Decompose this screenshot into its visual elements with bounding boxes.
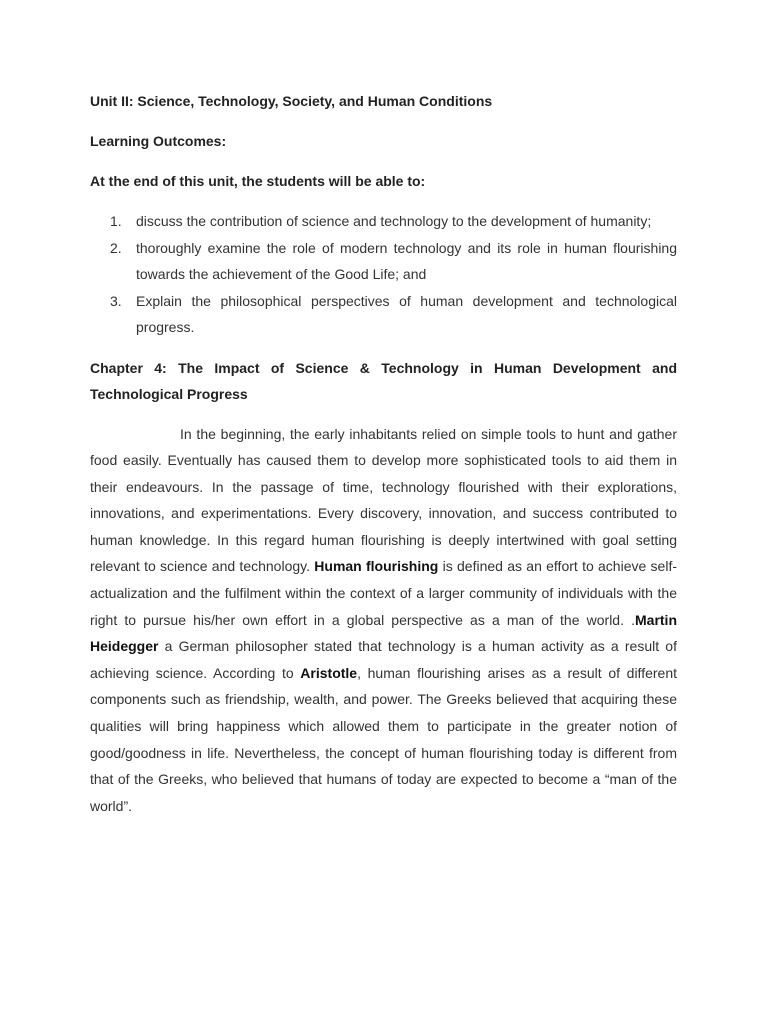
list-item <box>90 288 677 341</box>
name-aristotle: Aristotle <box>300 664 358 681</box>
list-item-text: Explain the philosophical perspectives of human development and technological progress. <box>136 292 677 335</box>
document-page <box>90 88 677 819</box>
list-item <box>90 235 677 288</box>
intro-statement: At the end of this unit, the students will be able to: <box>90 173 426 189</box>
paragraph-text: a German philosopher stated that technology is a human activity as a result of achieving science. According to <box>90 638 677 681</box>
list-item-text: thoroughly examine the role of modern technology and its role in human flourishing towards the achievement of the Good Life; and <box>136 239 677 282</box>
chapter-title: Chapter 4: The Impact of Science & Technology in Human Development and Technological Progress <box>90 359 677 402</box>
unit-title: Unit II: Science, Technology, Society, and Human Conditions <box>90 93 493 109</box>
learning-outcomes-label: Learning Outcomes: <box>90 133 227 149</box>
outcomes-list <box>90 208 677 341</box>
name-martin-heidegger: Martin Heidegger <box>90 611 677 655</box>
list-number: 2. <box>110 239 122 256</box>
list-number: 3. <box>110 292 122 309</box>
paragraph-text: , human flourishing arises as a result of different components such as friendship, wealth, and power. The Greeks believed that acquiring these qualities will bring happiness which allowed them to participate in the greater notion of good/goodness in life. Nevertheless, the concept of human flourishing today is different from that of the Greeks, who believed that humans of today are expected to become a “man of the world”. <box>90 664 677 814</box>
term-human-flourishing: Human flourishing <box>314 558 439 575</box>
body-paragraph <box>90 421 677 820</box>
list-number: 1. <box>110 213 122 229</box>
paragraph-text: In the beginning, the early inhabitants relied on simple tools to hunt and gather food easily. Eventually has caused them to develop more sophisticated tools to aid them in their endeavours. In the passage of time, technology flourished with their explorations, innovations, and experimentations. Every discovery, innovation, and success contributed to human knowledge. In this regard human flourishing is deeply intertwined with goal setting relevant to science and technology. <box>90 425 677 575</box>
list-item-text: discuss the contribution of science and technology to the development of humanity; <box>136 213 652 229</box>
paragraph-text: is defined as an effort to achieve self-actualization and the fulfilment within the context of a larger community of individuals with the right to pursue his/her own effort in a global perspective as a man of the world. . <box>90 558 678 628</box>
list-item <box>90 208 677 235</box>
